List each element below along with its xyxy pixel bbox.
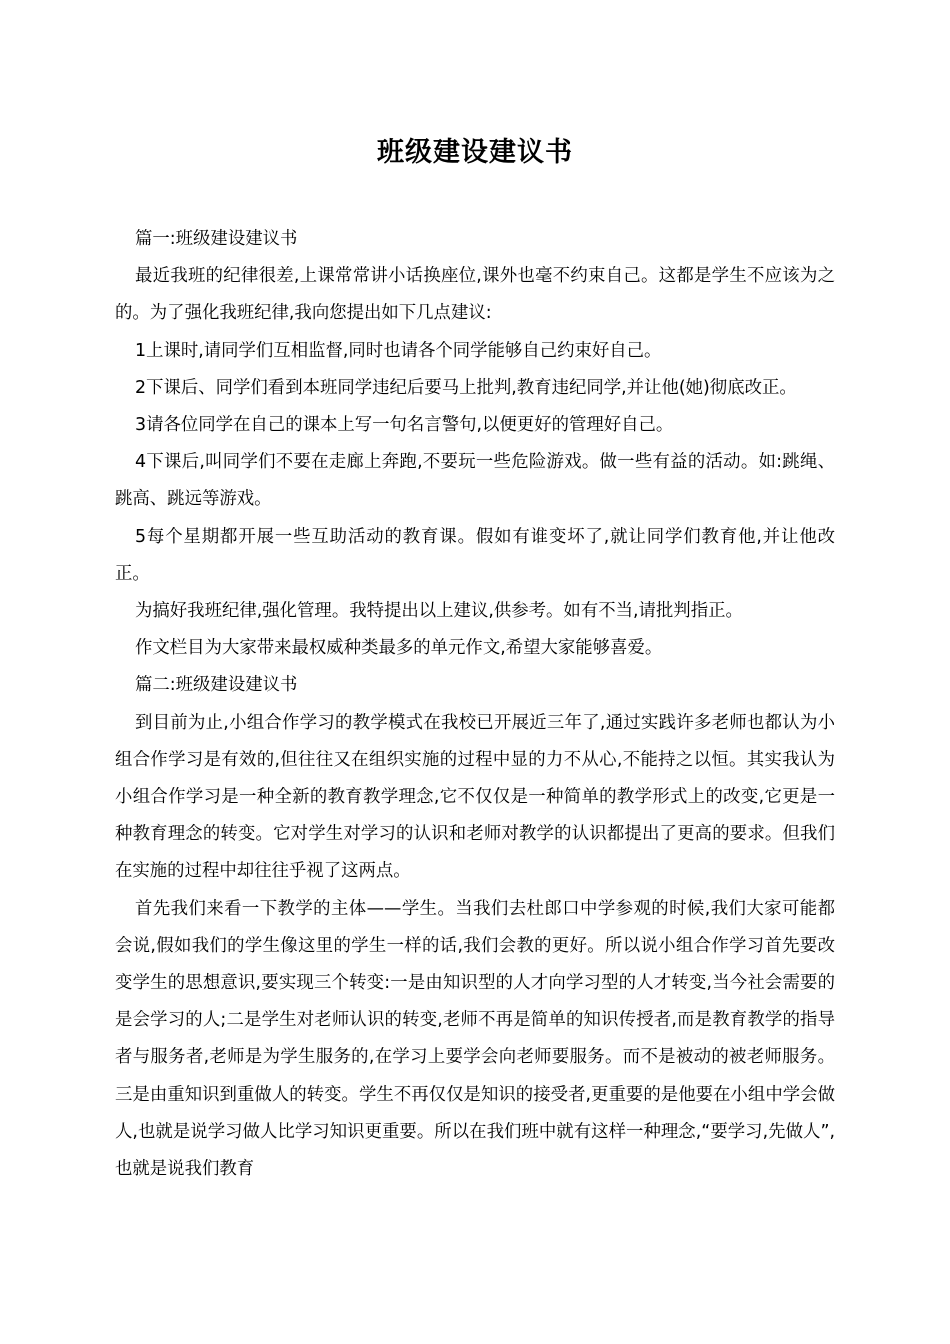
paragraph: 首先我们来看一下教学的主体——学生。当我们去杜郎口中学参观的时候,我们大家可能都会说,假如我们的学生像这里的学生一样的话,我们会教的更好。所以说小组合作学习首先要改变学生的思想意识,要实现三个转变:一是由知识型的人才向学习型的人才转变,当今社会需要的是会学习的人;二是学生对老师认识的转变,老师不再是简单的知识传授者,而是教育教学的指导者与服务者,老师是为学生服务的,在学习上要学会向老师要服务。而不是被动的被老师服务。三是由重知识到重做人的转变。学生不再仅仅是知识的接受者,更重要的是他要在小组中学会做人,也就是说学习做人比学习知识更重要。所以在我们班中就有这样一种理念,“要学习,先做人”,也就是说我们教育 bbox=[115, 898, 835, 1180]
document-body bbox=[115, 221, 835, 1188]
paragraph: 最近我班的纪律很差,上课常常讲小话换座位,课外也毫不约束自己。这都是学生不应该为之的。为了强化我班纪律,我向您提出如下几点建议: bbox=[115, 266, 835, 324]
paragraph: 2下课后、同学们看到本班同学违纪后要马上批判,教育违纪同学,并让他(她)彻底改正。 bbox=[135, 377, 797, 398]
paragraph: 作文栏目为大家带来最权威种类最多的单元作文,希望大家能够喜爱。 bbox=[135, 638, 663, 659]
paragraph: 到目前为止,小组合作学习的教学模式在我校已开展近三年了,通过实践许多老师也都认为小组合作学习是有效的,但往往又在组织实施的过程中显的力不从心,不能持之以恒。其实我认为小组合作学习是一种全新的教育教学理念,它不仅仅是一种简单的教学形式上的改变,它更是一种教育理念的转变。它对学生对学习的认识和老师对教学的认识都提出了更高的要求。但我们在实施的过程中却往往乎视了这两点。 bbox=[115, 712, 835, 882]
paragraph: 篇二:班级建设建议书 bbox=[135, 675, 298, 696]
paragraph: 5每个星期都开展一些互助活动的教育课。假如有谁变坏了,就让同学们教育他,并让他改正。 bbox=[115, 526, 835, 584]
paragraph: 1上课时,请同学们互相监督,同时也请各个同学能够自己约束好自己。 bbox=[135, 340, 662, 361]
paragraph: 为搞好我班纪律,强化管理。我特提出以上建议,供参考。如有不当,请批判指正。 bbox=[135, 601, 743, 622]
paragraph: 3请各位同学在自己的课本上写一句名言警句,以便更好的管理好自己。 bbox=[135, 415, 674, 436]
paragraph: 4下课后,叫同学们不要在走廊上奔跑,不要玩一些危险游戏。做一些有益的活动。如:跳绳、跳高、跳远等游戏。 bbox=[115, 452, 835, 510]
paragraph: 篇一:班级建设建议书 bbox=[135, 229, 298, 249]
document-title: 班级建设建议书 bbox=[377, 137, 573, 168]
